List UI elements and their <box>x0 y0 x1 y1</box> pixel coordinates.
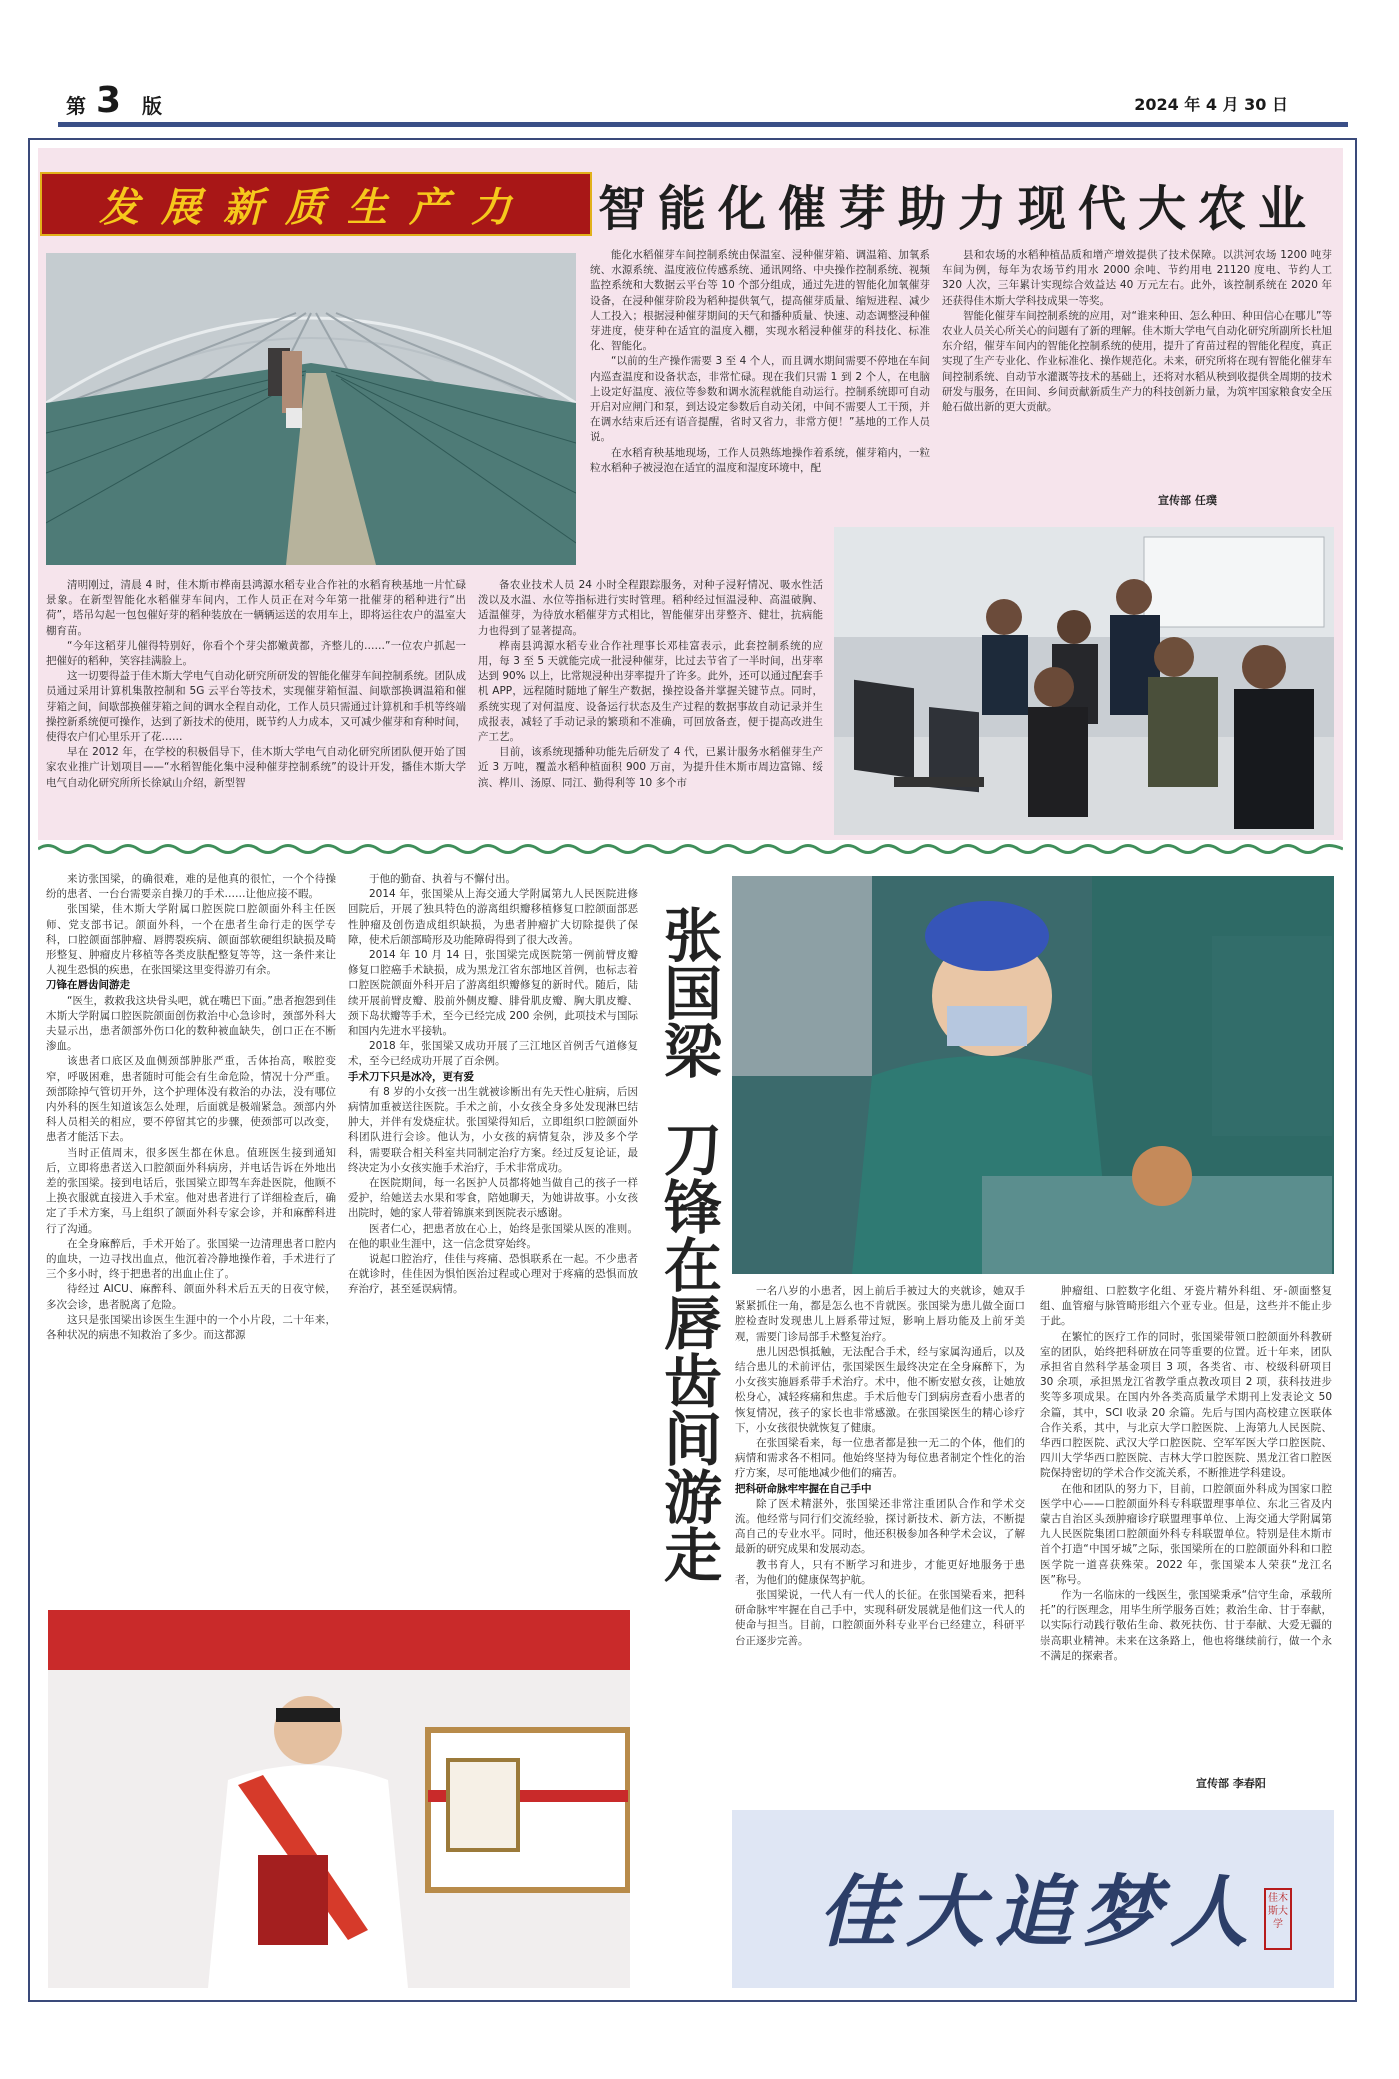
paragraph: 一名八岁的小患者，因上前后手被过大的夹就诊，她双手紧紧抓住一角，都是怎么也不肯就医。张国梁为患儿做全面口腔检查时发现患儿上唇系带过短，影响上唇功能及上前牙美观，需要门诊局部手术整复治疗。 <box>735 1285 1025 1343</box>
paragraph: 智能化催芽车间控制系统的应用，对“谁来种田、怎么种田、种田信心在哪儿”等农业人员关心所关心的问题有了新的理解。佳木斯大学电气自动化研究所副所长杜旭东介绍，催芽车间内的智能化控制系统的使用，提升了育苗过程的智能化程度，真正实现了生产专业化、作业标准化、操作规范化。未来，研究所将在现有智能化催芽车间控制系统、自动节水灌溉等技术的基础上，还将对水稻从秧到收提供全周期的技术研发与服务，在田间、乡间贡献新质生产力的科技创新力量，为筑牢国家粮食安全压舱石做出新的更大贡献。 <box>942 309 1332 414</box>
article-1-col2b <box>478 578 823 828</box>
portrait-photo <box>48 1610 630 1988</box>
paragraph: 医者仁心，把患者放在心上，始终是张国梁从医的准则。在他的职业生涯中，这一信念贯穿始终。 <box>348 1222 638 1250</box>
paragraph: 说起口腔治疗，佳佳与疼痛、恐惧联系在一起。不少患者在就诊时，佳佳因为惧怕医治过程或心理对于疼痛的恐惧而放弃治疗，甚至延误病情。 <box>348 1253 638 1296</box>
paragraph: 县和农场的水稻种植品质和增产增效提供了技术保障。以洪河农场 1200 吨芽车间为例，每年为农场节约用水 2000 余吨、节约用电 21120 度电、节约人工 320 人次，三年累计实现综合效益达 40 万元左右。此外，该控制系统在 2020 年还获得佳木斯大学科技成果一等奖。 <box>942 249 1332 307</box>
banner-text: 发展新质生产力 <box>99 183 533 231</box>
paragraph: “以前的生产操作需要 3 至 4 个人，而且调水期间需要不停地在车间内巡查温度和设备状态，非常忙碌。现在我们只需 1 到 2 个人，在电脑上设定好温度、液位等参数和调水流程就能自动运行。控制系统即可自动开启对应闸门和泵，到达设定参数后自动关闭，中间不需要人工干预，并在调水结束后还有语音提醒，省时又省力，非常方便！”基地的工作人员说。 <box>590 355 930 444</box>
paragraph: 作为一名临床的一线医生，张国梁秉承“信守生命，承载所托”的行医理念，用毕生所学服务百姓；救治生命、甘于奉献，以实际行动践行敬佑生命、救死扶伤、甘于奉献、大爱无疆的崇高职业精神。未来在这条路上，他也将继续前行，做一个永不满足的探索者。 <box>1040 1589 1332 1662</box>
paragraph: 来访张国梁，的确很难，难的是他真的很忙，一个个待操纷的患者、一台台需要亲自操刀的手术……让他应接不暇。 <box>46 873 336 901</box>
paragraph: 在繁忙的医疗工作的同时，张国梁带领口腔颌面外科教研室的团队，始终把科研放在同等重要的位置。近十年来，团队承担省自然科学基金项目 3 项，各类省、市、校级科研项目 30 余项，承担黑龙江省教学重点教改项目 2 项，获科技进步奖等多项成果。在国内外各类高质量学术期刊上发表论文 50 余篇，其中，SCI 收录 20 余篇。先后与国内高校建立医联体合作关系，其中，与北京大学口腔医院、上海第九人民医院、华西口腔医院、武汉大学口腔医院、空军军医大学口腔医院、四川大学华西口腔医院、吉林大学口腔医院、黑龙江省口腔医院保持密切的学术合作交流关系，不断推进学科建设。 <box>1040 1330 1332 1480</box>
paragraph: 这一切要得益于佳木斯大学电气自动化研究所研发的智能化催芽车间控制系统。团队成员通过采用计算机集散控制和 5G 云平台等技术，实现催芽箱恒温、间歇部换调温箱和催芽箱之间，间歇部换催芽箱之间的调水全程自动化，工作人员只需通过计算机和手机等终端操控新系统便可操作，达到了新技术的使用，既节约人力成本，又可减少催芽和育种时间，使得农户们心里乐开了花…… <box>46 670 466 744</box>
article-1-credit: 宣传部 任璞 <box>1158 494 1217 507</box>
article-2-vertical-title <box>648 905 728 1955</box>
paragraph: “今年这稻芽儿催得特别好，你看个个芽尖都嫩黄都，齐整儿的……”一位农户抓起一把催好的稻种，笑容挂满脸上。 <box>46 639 466 668</box>
paragraph: 桦南县鸿源水稻专业合作社理事长邓桂富表示，此套控制系统的应用，每 3 至 5 天就能完成一批浸种催芽，比过去节省了一半时间，出芽率达到 90% 以上，比常规浸种出芽率提升了许多。此外，还可以通过配套手机 APP，远程随时随地了解生产数据，操控设备并掌握关键节点。同时，系统实现了对何温度、设备运行状态及生产过程的数据事故自动记录并生成报表，减轻了手动记录的繁琐和不准确，可回放备查，便于提高改进生产工艺。 <box>478 639 823 744</box>
paragraph: 该患者口底区及血侧颈部肿胀严重，舌体抬高，喉腔变窄，呼吸困难，患者随时可能会有生命危险，情况十分严重。颈部除掉气管切开外，这个护理体没有救治的办法，没有哪位内外科的医生知道该怎么处理，后面就是极端紧急。颈部内外科人员相关的相应，要不停留其它的步骤，使颈部可以改变，患者才能活下去。 <box>46 1055 336 1144</box>
article-2-col1 <box>46 872 336 1610</box>
paragraph: 在全身麻醉后，手术开始了。张国梁一边清理患者口腔内的血块，一边寻找出血点，他沉着冷静地操作着，手术进行了三个多小时，终于把患者的出血止住了。 <box>46 1237 336 1281</box>
subheading: 把科研命脉牢牢握在自己手中 <box>735 1482 872 1495</box>
article-1-col1 <box>46 578 466 828</box>
paragraph: 待经过 AICU、麻醉科、颌面外科术后五天的日夜守候，多次会诊，患者脱离了危险。 <box>46 1283 336 1311</box>
paragraph: 张国梁说，一代人有一代人的长征。在张国梁看来，把科研命脉牢牢握在自己手中，实现科研发展就是他们这一代人的使命与担当。目前，口腔颌面外科专业平台已经建立，科研平台正逐步完善。 <box>735 1589 1025 1647</box>
subheading: 手术刀下只是冰冷，更有爱 <box>348 1070 474 1083</box>
page-number: 3 <box>96 80 122 121</box>
section-banner <box>40 172 592 236</box>
paragraph: 在水稻育秧基地现场，工作人员熟练地操作着系统，催芽箱内，一粒粒水稻种子被浸泡在适宜的温度和湿度环境中，配 <box>590 446 930 474</box>
red-seal: 佳木斯大学 <box>1264 1888 1292 1950</box>
greenhouse-photo <box>46 253 576 565</box>
page-suffix: 版 <box>142 94 162 118</box>
paragraph: 在张国梁看来，每一位患者都是独一无二的个体，他们的病情和需求各不相同。他始终坚持为每位患者制定个性化的治疗方案，尽可能地减少他们的痛苦。 <box>735 1437 1025 1480</box>
paragraph: 有 8 岁的小女孩一出生就被诊断出有先天性心脏病，后因病情加重被送往医院。手术之前，小女孩全身多处发现淋巴结肿大，并伴有发烧症状。张国梁得知后，立即组织口腔颌面外科团队进行会诊。他认为，小女孩的病情复杂，涉及多个学科，需要联合相关科室共同制定治疗方案。经过反复论证，最终决定为小女孩实施手术治疗，手术非常成功。 <box>348 1085 638 1174</box>
wave-divider <box>38 842 1343 856</box>
paragraph: 患儿因恐惧抵触，无法配合手术，经与家属沟通后，以及结合患儿的术前评估，张国梁医生最终决定在全身麻醉下，为小女孩实施唇系带手术治疗。术中，他不断安慰女孩，让她放松身心，减轻疼痛和焦虑。手术后他专门到病房查看小患者的恢复情况，孩子的家长也非常感激。在张国梁医生的精心诊疗下，小女孩很快就恢复了健康。 <box>735 1345 1025 1434</box>
paragraph: “医生，救救我这块骨头吧，就在嘴巴下面。”患者抱怨到佳木斯大学附属口腔医院颌面创伤救治中心急诊时，颈部外科大夫显示出，患者颌部外伤口化的数种被血缺失，创口正在不断渗血。 <box>46 994 336 1053</box>
article-2-col4 <box>1040 1284 1332 1754</box>
paragraph: 除了医术精湛外，张国梁还非常注重团队合作和学术交流。他经常与同行们交流经验，探讨新技术、新方法，不断提高自己的专业水平。同时，他还积极参加各种学术会议，了解最新的研究成果和发展动态。 <box>735 1497 1025 1556</box>
dream-banner <box>732 1810 1334 1988</box>
paragraph: 教书育人，只有不断学习和进步，才能更好地服务于患者，为他们的健康保驾护航。 <box>735 1558 1025 1586</box>
issue-date: 2024 年 4 月 30 日 <box>1134 95 1288 114</box>
title-line-1: 张国梁 <box>654 905 722 1079</box>
article-2-col3 <box>735 1284 1025 1789</box>
article-2-credit: 宣传部 李春阳 <box>1196 1777 1266 1790</box>
paragraph: 当时正值周末，很多医生都在休息。值班医生接到通知后，立即将患者送入口腔颌面外科病房，并电话告诉在外地出差的张国梁。接到电话后，张国梁立即驾车奔赴医院，他顾不上换衣服就直接进入手术室。他对患者进行了详细检查后，确定了手术方案，马上组织了颌面外科专家会诊，并和麻醉科进行了沟通。 <box>46 1146 336 1235</box>
control-room-photo <box>834 527 1334 835</box>
paragraph: 能化水稻催芽车间控制系统由保温室、浸种催芽箱、调温箱、加氧系统、水源系统、温度液位传感系统、通讯网络、中央操作控制系统、视频监控系统和大数据云平台等 10 个部分组成，通过先进的智能化加氧催芽设备，在浸种催芽阶段为稻种提供氧气，提高催芽质量、缩短进程、减少人工投入；根据浸种催芽期间的天气和播种质量、快速、动态调整浸种催芽进度，使芽种在适宜的温度入棚，实现水稻浸种催芽的科技化、标准化、智能化。 <box>590 249 930 353</box>
article-2-col2 <box>348 872 638 1610</box>
paragraph: 在医院期间，每一名医护人员都将她当做自己的孩子一样爱护，给她送去水果和零食，陪她聊天，为她讲故事。小女孩出院时，她的家人带着锦旗来到医院表示感谢。 <box>348 1177 638 1220</box>
paragraph: 清明刚过，清晨 4 时，佳木斯市桦南县鸿源水稻专业合作社的水稻育秧基地一片忙碌景象。在新型智能化水稻催芽车间内，工作人员正在对今年第一批催芽的稻种进行“出荷”，塔吊勾起一包包催好芽的稻种装放在一辆辆运送的农用车上，即将运往农户的温室大棚育苗。 <box>46 579 466 637</box>
paragraph: 张国梁，佳木斯大学附属口腔医院口腔颌面外科主任医师、党支部书记。颌面外科，一个在患者生命行走的医学专科，口腔颌面部肿瘤、唇腭裂疾病、颌面部软硬组织缺损及畸形整复、肿瘤皮片移植等各类皮肤配整复等等，这一条件来让人视生恐惧的疾患，在张国梁这里变得游刃有余。 <box>46 903 336 977</box>
surgery-photo <box>732 876 1334 1274</box>
article-1-col3 <box>942 248 1332 483</box>
paragraph: 早在 2012 年，在学校的积极倡导下，佳木斯大学电气自动化研究所团队便开始了国家农业推广计划项目——“水稻智能化集中浸种催芽控制系统”的设计开发，播佳木斯大学电气自动化研究所所长徐斌山介绍，新型智 <box>46 746 466 789</box>
paragraph: 备农业技术人员 24 小时全程跟踪服务，对种子浸籽情况、吸水性活泼以及水温、水位等指标进行实时管理。稻种经过恒温浸种、高温破胸、适温催芽，为待放水稻催芽方式相比，智能催芽出芽整齐、健壮，抗病能力也得到了显著提高。 <box>478 579 823 637</box>
paragraph: 2014 年 10 月 14 日，张国梁完成医院第一例前臂皮瓣修复口腔癌手术缺损，成为黑龙江省东部地区首例，也标志着口腔医院颌面外科开启了游离组织瓣修复的新时代。随后，陆续开展前臂皮瓣、股前外侧皮瓣、腓骨肌皮瓣、胸大肌皮瓣、颈下岛状瓣等手术，至今已经完成 200 余例，此项技术与国际和国内先进水平接轨。 <box>348 949 638 1038</box>
page-label: 第 <box>66 94 86 118</box>
paragraph: 这只是张国梁出诊医生生涯中的一个小片段，二十年来，各种状况的病患不知救治了多少。而这都源 <box>46 1313 336 1342</box>
article-1-headline: 智能化催芽助力现代大农业 <box>598 181 1319 237</box>
title-line-2: 刀锋在唇齿间游走 <box>654 1119 722 1583</box>
subheading: 刀锋在唇齿间游走 <box>46 979 130 992</box>
paragraph: 2014 年，张国梁从上海交通大学附属第九人民医院进修回院后，开展了独具特色的游离组织瓣移植修复口腔颌面部恶性肿瘤及创伤造成组织缺损，为患者肿瘤扩大切除提供了保障，使术后颌部畸形及功能障碍得到了很大改善。 <box>348 888 638 946</box>
paragraph: 于他的勤奋、执着与不懈付出。 <box>369 873 516 885</box>
header-rule <box>58 122 1348 127</box>
article-1-col2 <box>590 248 930 570</box>
paragraph: 2018 年，张国梁又成功开展了三江地区首例舌气道修复术，至今已经成功开展了百余例。 <box>348 1040 638 1068</box>
dream-calligraphy: 佳大追梦人 <box>818 1867 1259 1958</box>
paragraph: 肿瘤组、口腔数字化组、牙瓷片精外科组、牙-颌面整复组、血管瘤与脉管畸形组六个亚专业。但是，这些并不能止步于此。 <box>1040 1285 1332 1328</box>
page-header <box>58 80 1348 122</box>
paragraph: 在他和团队的努力下，目前，口腔颌面外科成为国家口腔医学中心——口腔颌面外科专科联盟理事单位、东北三省及内蒙古自治区头颈肿瘤诊疗联盟理事单位、上海交通大学附属第九人民医院集团口腔颌面外科专科联盟单位。特别是佳木斯市首个打造“中国牙城”之际，张国梁所在的口腔颌面外科和口腔医学院一道喜获殊荣。2022 年，张国梁本人荣获“龙江名医”称号。 <box>1040 1482 1332 1586</box>
paragraph: 目前，该系统现播种功能先后研发了 4 代，已累计服务水稻催芽生产近 3 万吨，覆盖水稻种植面积 900 万亩，为提升佳木斯市周边富锦、绥滨、桦川、汤原、同江、勤得利等 10 多个市 <box>478 746 823 789</box>
